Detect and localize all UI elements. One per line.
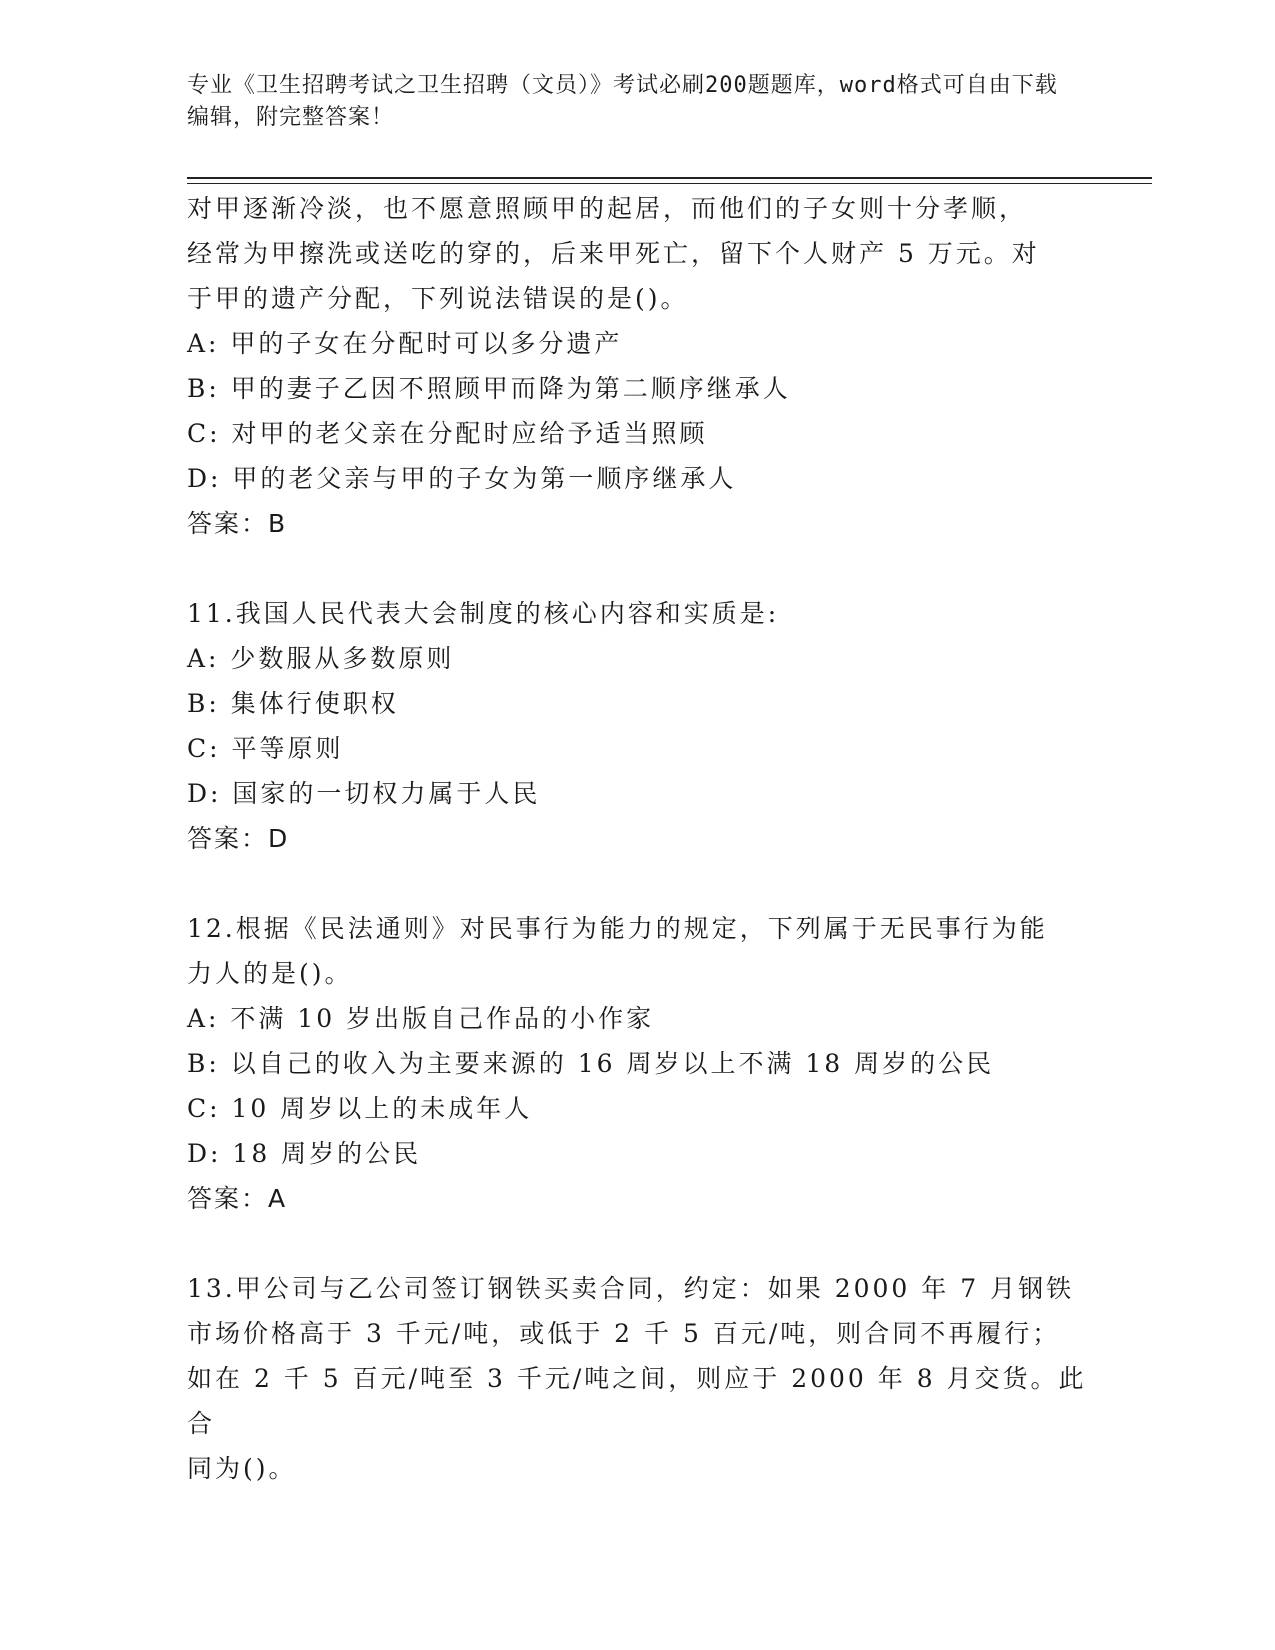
- option-c: C: 平等原则: [187, 734, 344, 763]
- question-stem-line: 13.甲公司与乙公司签订钢铁买卖合同，约定：如果 2000 年 7 月钢铁: [187, 1274, 1075, 1303]
- option-b: B: 甲的妻子乙因不照顾甲而降为第二顺序继承人: [187, 374, 791, 403]
- option-a: A: 少数服从多数原则: [187, 644, 455, 673]
- option-a: A: 甲的子女在分配时可以多分遗产: [187, 329, 623, 358]
- header-rule-thin: [187, 183, 1152, 184]
- question-stem-line: 市场价格高于 3 千元/吨，或低于 2 千 5 百元/吨，则合同不再履行；: [187, 1319, 1061, 1348]
- document-header: 专业《卫生招聘考试之卫生招聘（文员）》考试必刷200题题库，word格式可自由下载编辑，附完整答案！: [187, 73, 1058, 130]
- answer-line: 答案：D: [187, 824, 290, 853]
- spacer: [187, 546, 1087, 591]
- option-b: B: 集体行使职权: [187, 689, 399, 718]
- question-stem-line: 力人的是()。: [187, 959, 353, 988]
- question-stem-line: 11.我国人民代表大会制度的核心内容和实质是:: [187, 599, 780, 628]
- option-a: A: 不满 10 岁出版自己作品的小作家: [187, 1004, 655, 1033]
- question-stem-line: 12.根据《民法通则》对民事行为能力的规定，下列属于无民事行为能: [187, 914, 1048, 943]
- option-c: C: 10 周岁以上的未成年人: [187, 1094, 533, 1123]
- spacer: [187, 861, 1087, 906]
- question-10: [187, 186, 1087, 546]
- question-stem-line: 对甲逐渐冷淡，也不愿意照顾甲的起居，而他们的子女则十分孝顺，: [187, 194, 1028, 223]
- answer-line: 答案：B: [187, 509, 288, 538]
- question-content: [187, 186, 1087, 1491]
- option-d: D: 甲的老父亲与甲的子女为第一顺序继承人: [187, 464, 737, 493]
- spacer: [187, 1221, 1087, 1266]
- answer-line: 答案：A: [187, 1184, 288, 1213]
- option-d: D: 18 周岁的公民: [187, 1139, 422, 1168]
- question-stem-line: 如在 2 千 5 百元/吨至 3 千元/吨之间，则应于 2000 年 8 月交货。此合: [187, 1364, 1087, 1438]
- option-c: C: 对甲的老父亲在分配时应给予适当照顾: [187, 419, 708, 448]
- question-stem-line: 同为()。: [187, 1454, 297, 1483]
- question-stem-line: 经常为甲擦洗或送吃的穿的，后来甲死亡，留下个人财产 5 万元。对: [187, 239, 1040, 268]
- option-b: B: 以自己的收入为主要来源的 16 周岁以上不满 18 周岁的公民: [187, 1049, 995, 1078]
- option-d: D: 国家的一切权力属于人民: [187, 779, 541, 808]
- question-11: [187, 591, 1087, 861]
- header-rule-thick: [187, 177, 1152, 179]
- question-13: [187, 1266, 1087, 1491]
- question-12: [187, 906, 1087, 1221]
- question-stem-line: 于甲的遗产分配，下列说法错误的是()。: [187, 284, 689, 313]
